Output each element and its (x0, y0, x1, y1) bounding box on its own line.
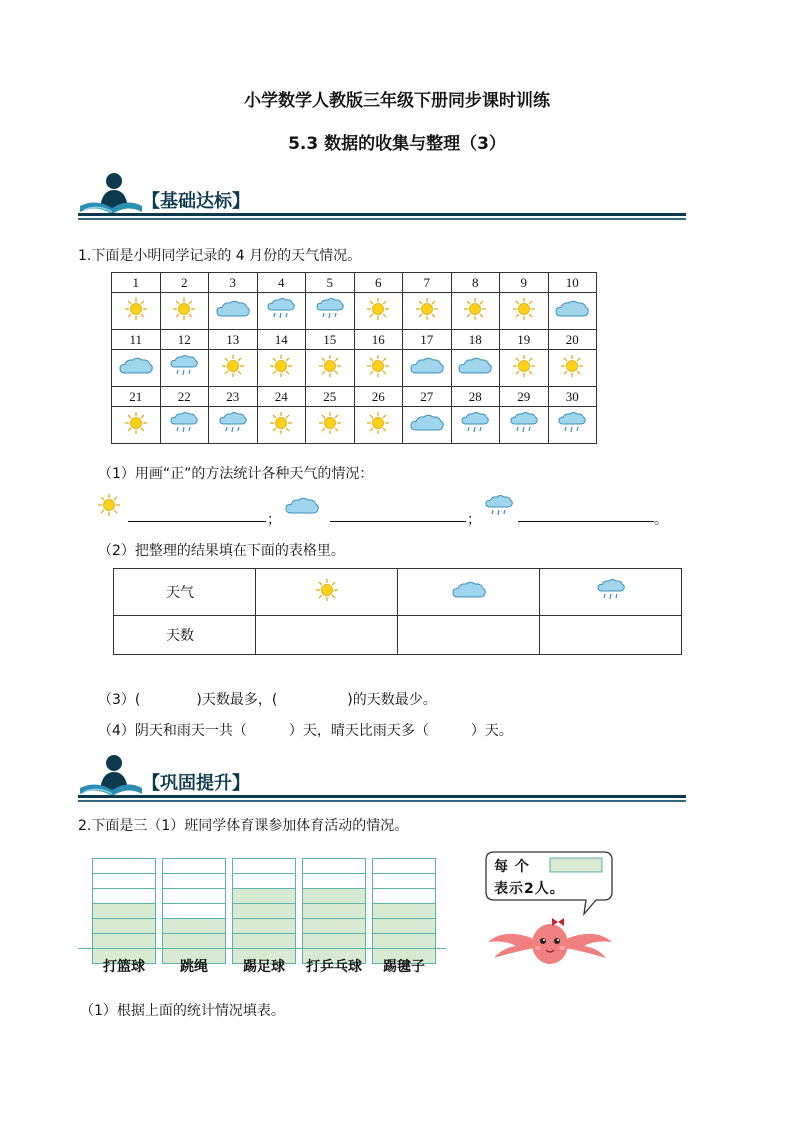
calendar-day-number: 22 (160, 387, 209, 407)
sport-label: 打篮球 (103, 959, 145, 975)
section-label: 【巩固提升】 (142, 773, 250, 794)
q1-part4: （4）阴天和雨天一共（ ）天，晴天比雨天多（ ）天。 (98, 723, 513, 739)
calendar-day-number: 16 (354, 330, 403, 350)
calendar-day-number: 24 (257, 387, 306, 407)
calendar-day-number: 1 (112, 273, 161, 293)
pictograph-cell (302, 858, 366, 874)
pictograph-cell (162, 903, 226, 919)
calendar-day-number: 15 (306, 330, 355, 350)
pictograph-cell (92, 933, 156, 949)
calendar-day-number: 25 (306, 387, 355, 407)
calendar-day-number: 30 (548, 387, 597, 407)
rain-icon (306, 293, 355, 330)
sun-icon (257, 407, 306, 444)
reader-logo-icon (78, 172, 144, 216)
pictograph-cell (302, 903, 366, 919)
rain-icon (500, 407, 549, 444)
cloud-icon (548, 293, 597, 330)
sun-icon (112, 293, 161, 330)
pictograph-cell (232, 903, 296, 919)
sun-icon (96, 492, 122, 522)
calendar-day-number: 3 (209, 273, 258, 293)
pictograph-cell (372, 903, 436, 919)
sport-label: 踢足球 (243, 959, 285, 975)
calendar-day-number: 29 (500, 387, 549, 407)
cloud-icon (398, 569, 540, 616)
bubble-text-1: 每 个 (494, 859, 530, 875)
sun-icon (256, 569, 398, 616)
sport-labels (78, 956, 448, 976)
pictograph-cell (92, 918, 156, 934)
sun-icon (306, 350, 355, 387)
sun-icon (306, 407, 355, 444)
pictograph-cell (162, 933, 226, 949)
q1-part2: （2）把整理的结果填在下面的表格里。 (98, 543, 345, 559)
pictograph-cell (232, 858, 296, 874)
separator: ； (467, 512, 481, 528)
weather-calendar (111, 272, 597, 444)
pictograph-cell (92, 873, 156, 889)
calendar-day-number: 6 (354, 273, 403, 293)
sun-icon (354, 407, 403, 444)
sun-tally-blank[interactable] (128, 521, 266, 522)
rain-icon (548, 407, 597, 444)
rain-icon (160, 407, 209, 444)
pictograph-cell (372, 873, 436, 889)
calendar-day-number: 28 (451, 387, 500, 407)
pictograph-cell (302, 888, 366, 904)
section-header-basic (78, 172, 688, 222)
pictograph-cell (302, 918, 366, 934)
sun-icon (451, 293, 500, 330)
pictograph-cell (162, 858, 226, 874)
reader-logo-icon (78, 754, 144, 798)
cloud-icon (284, 495, 320, 521)
calendar-day-number: 23 (209, 387, 258, 407)
sport-label: 踢毽子 (383, 959, 425, 975)
calendar-day-number: 13 (209, 330, 258, 350)
pictograph-cell (372, 918, 436, 934)
page-title: 小学数学人教版三年级下册同步课时训练 (244, 91, 550, 111)
sun-icon (548, 350, 597, 387)
calendar-day-number: 26 (354, 387, 403, 407)
calendar-day-number: 27 (403, 387, 452, 407)
pictograph-cell (302, 873, 366, 889)
pictograph-cell (162, 918, 226, 934)
section-header-consolidate (78, 754, 688, 804)
pictograph-cell (92, 903, 156, 919)
calendar-day-number: 5 (306, 273, 355, 293)
q1-part1: （1）用画“正”的方法统计各种天气的情况： (98, 466, 374, 482)
bubble-text-2: 表示2人。 (494, 881, 565, 897)
calendar-day-number: 10 (548, 273, 597, 293)
page-subtitle: 5.3 数据的收集与整理（3） (288, 134, 506, 154)
rain-days-cell[interactable] (540, 616, 682, 655)
sun-icon (160, 293, 209, 330)
sun-icon (354, 350, 403, 387)
row-header-days: 天数 (114, 616, 256, 655)
rain-icon (257, 293, 306, 330)
pictograph-cell (232, 933, 296, 949)
calendar-day-number: 9 (500, 273, 549, 293)
cloud-days-cell[interactable] (398, 616, 540, 655)
calendar-day-number: 12 (160, 330, 209, 350)
pictograph-cell (162, 873, 226, 889)
pictograph-cell (232, 918, 296, 934)
rain-icon (209, 407, 258, 444)
sport-label: 打乒乓球 (306, 959, 362, 975)
sun-icon (112, 407, 161, 444)
pictograph-cell (232, 888, 296, 904)
sun-icon (403, 293, 452, 330)
cloud-icon (209, 293, 258, 330)
pictograph-cell (372, 933, 436, 949)
sun-icon (354, 293, 403, 330)
q1-part3: （3）( )天数最多，( )的天数最少。 (98, 692, 437, 708)
calendar-day-number: 2 (160, 273, 209, 293)
period: 。 (654, 512, 668, 528)
pictograph-cell (92, 858, 156, 874)
sun-icon (500, 293, 549, 330)
rain-icon (484, 493, 514, 523)
sun-icon (209, 350, 258, 387)
rain-icon (160, 350, 209, 387)
pictograph-cell (302, 933, 366, 949)
calendar-day-number: 18 (451, 330, 500, 350)
pictograph-cell (92, 888, 156, 904)
cloud-icon (403, 407, 452, 444)
rain-tally-blank[interactable] (518, 521, 654, 522)
row-header-weather: 天气 (114, 569, 256, 616)
cloud-icon (451, 350, 500, 387)
separator: ； (267, 512, 281, 528)
calendar-day-number: 8 (451, 273, 500, 293)
calendar-day-number: 20 (548, 330, 597, 350)
pictograph-cell (372, 858, 436, 874)
rain-icon (540, 569, 682, 616)
cloud-icon (403, 350, 452, 387)
calendar-day-number: 7 (403, 273, 452, 293)
pictograph-cell (372, 888, 436, 904)
pictograph-cell (162, 888, 226, 904)
sun-icon (500, 350, 549, 387)
pictograph-cell (232, 873, 296, 889)
calendar-day-number: 17 (403, 330, 452, 350)
q2-part1: （1）根据上面的统计情况填表。 (80, 1003, 285, 1019)
calendar-day-number: 11 (112, 330, 161, 350)
cloud-tally-blank[interactable] (330, 521, 466, 522)
question-2-prompt: 2.下面是三（1）班同学体育课参加体育活动的情况。 (78, 818, 409, 834)
calendar-day-number: 19 (500, 330, 549, 350)
question-1-prompt: 1.下面是小明同学记录的 4 月份的天气情况。 (78, 248, 362, 264)
sun-icon (257, 350, 306, 387)
summary-table (113, 568, 682, 655)
baseline (78, 948, 446, 949)
calendar-day-number: 14 (257, 330, 306, 350)
calendar-day-number: 21 (112, 387, 161, 407)
rain-icon (451, 407, 500, 444)
section-label: 【基础达标】 (142, 191, 250, 212)
calendar-day-number: 4 (257, 273, 306, 293)
sport-label: 跳绳 (180, 959, 208, 975)
cloud-icon (112, 350, 161, 387)
sun-days-cell[interactable] (256, 616, 398, 655)
